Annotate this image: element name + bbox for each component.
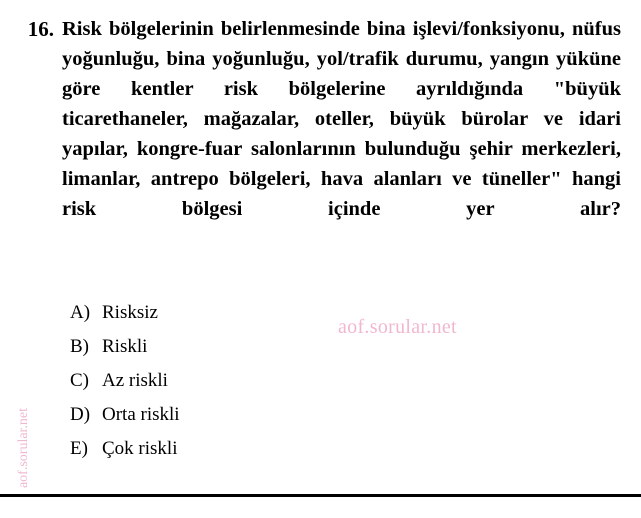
question-number: 16. (27, 17, 54, 41)
option-row-e[interactable] (0, 432, 641, 466)
option-letter-a: A) (70, 302, 91, 323)
option-row-d[interactable] (0, 398, 641, 432)
option-letter-e: E) (70, 438, 88, 459)
option-label-a: Risksiz (102, 302, 158, 323)
question-text: Risk bölgelerinin belirlenmesinde bina işlevi/fonksiyonu, nüfus yoğunluğu, bina yoğunluğu, yol/trafik durumu, yangın yüküne göre kentler risk bölgelerine ayrıldığında "büyük ticarethaneler, mağazalar, oteller, büyük bürolar ve idari yapılar, kongre-fuar salonlarının bulunduğu şehir merkezleri, limanlar, antrepo bölgeleri, hava alanları ve tüneller" hangi risk bölgesi içinde yer alır? (62, 18, 621, 220)
option-row-a[interactable] (0, 296, 641, 330)
option-row-b[interactable] (0, 330, 641, 364)
option-label-c: Az riskli (102, 370, 168, 391)
option-letter-d: D) (70, 404, 91, 425)
options-list (0, 296, 641, 466)
option-letter-b: B) (70, 336, 89, 357)
option-letter-c: C) (70, 370, 89, 391)
option-row-c[interactable] (0, 364, 641, 398)
question-block (0, 14, 641, 224)
option-label-e: Çok riskli (102, 438, 178, 459)
option-label-b: Riskli (102, 336, 148, 357)
watermark-side: aof.sorular.net (16, 407, 31, 489)
option-label-d: Orta riskli (102, 404, 180, 425)
watermark-center: aof.sorular.net (338, 316, 457, 338)
